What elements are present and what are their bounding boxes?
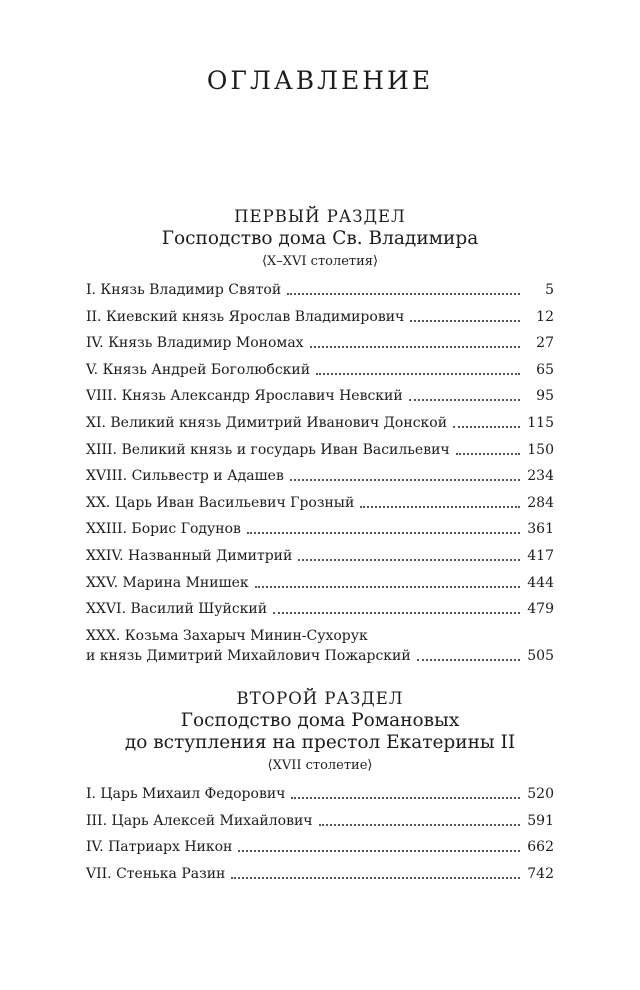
toc-entry-page: 417 — [527, 547, 554, 564]
toc-entry-title-line: XXX. Козьма Захарыч Минин-Сухорук — [86, 627, 368, 644]
toc-entry[interactable] — [86, 466, 554, 486]
toc-entry-title: V. Князь Андрей Боголюбский — [86, 361, 311, 378]
toc-entry-page: 65 — [536, 361, 554, 378]
toc-entry[interactable] — [86, 864, 554, 884]
toc-entry[interactable] — [86, 413, 554, 433]
section-subtitle: ⟨X–XVI столетия⟩ — [261, 254, 379, 269]
toc-entry-title: I. Царь Михаил Федорович — [86, 786, 286, 802]
toc-entry-page: 5 — [545, 282, 554, 298]
toc-entry-multiline[interactable] — [86, 626, 554, 666]
dot-leader — [360, 505, 520, 508]
toc-entry-title-line: и князь Димитрий Михайлович Пожарский — [86, 647, 411, 664]
dot-leader — [255, 585, 520, 588]
toc-entry[interactable] — [86, 573, 554, 593]
toc-entry-page: 520 — [527, 786, 554, 802]
section-label: ПЕРВЫЙ РАЗДЕЛ — [234, 207, 406, 226]
toc-entry-title: I. Князь Владимир Святой — [86, 282, 282, 298]
dot-leader — [298, 558, 520, 561]
toc-entry-page: 284 — [527, 494, 554, 511]
toc-entry-page: 479 — [527, 601, 554, 618]
toc-entry-title: III. Царь Алексей Михайлович — [86, 812, 313, 829]
toc-entry-title: IV. Патриарх Никон — [86, 839, 233, 856]
toc-entry-page: 115 — [527, 414, 554, 431]
toc-entry-title: VII. Стенька Разин — [86, 865, 226, 882]
toc-entry[interactable] — [86, 599, 554, 619]
toc-entry[interactable] — [86, 333, 554, 353]
toc-entry-page: 361 — [527, 521, 554, 538]
toc-entry-page: 27 — [536, 335, 554, 352]
toc-entry-page: 234 — [527, 468, 554, 485]
toc-entry-title: XIII. Великий князь и государь Иван Васильевич — [86, 441, 450, 458]
toc-entry-title: IV. Князь Владимир Мономах — [86, 335, 304, 352]
toc-entry[interactable] — [86, 360, 554, 380]
toc-entry-title: VIII. Князь Александр Ярославич Невский — [86, 388, 403, 405]
toc-list — [86, 280, 554, 666]
toc-entry[interactable] — [86, 386, 554, 406]
toc-entry-title: XVIII. Сильвестр и Адашев — [86, 468, 284, 485]
toc-entry-title: II. Киевский князь Ярослав Владимирович — [86, 308, 405, 325]
toc-entry-page: 662 — [527, 839, 554, 856]
toc-entry-page: 150 — [527, 441, 554, 458]
dot-leader — [409, 398, 520, 401]
toc-entry-title: XX. Царь Иван Васильевич Грозный — [86, 494, 355, 511]
toc-list — [86, 784, 554, 884]
toc-entry[interactable] — [86, 307, 554, 327]
toc-entry-page: 591 — [527, 812, 554, 829]
toc-entry-title: XXIII. Борис Годунов — [86, 521, 241, 538]
dot-leader — [410, 319, 520, 322]
section-label: ВТОРОЙ РАЗДЕЛ — [236, 689, 404, 708]
dot-leader — [273, 611, 520, 614]
section-title: Господство дома Романовых — [180, 710, 460, 731]
dot-leader — [287, 292, 520, 295]
toc-entry[interactable] — [86, 811, 554, 831]
section-heading — [86, 688, 554, 776]
page-title: ОГЛАВЛЕНИЕ — [206, 66, 434, 95]
dot-leader — [247, 531, 520, 534]
dot-leader — [290, 478, 520, 481]
section-title: до вступления на престол Екатерины II — [124, 732, 516, 753]
dot-leader — [319, 823, 520, 826]
toc-entry-title — [86, 626, 417, 666]
toc-entry-title: XXV. Марина Мнишек — [86, 574, 249, 591]
toc-entry[interactable] — [86, 280, 554, 300]
section-subtitle: ⟨XVII столетие⟩ — [267, 758, 373, 773]
toc-entry-page: 505 — [527, 647, 554, 664]
dot-leader — [453, 425, 520, 428]
toc-entry[interactable] — [86, 837, 554, 857]
toc-entry[interactable] — [86, 519, 554, 539]
toc-entry[interactable] — [86, 784, 554, 804]
section-second — [86, 688, 554, 890]
toc-entry-page: 95 — [536, 388, 554, 405]
dot-leader — [417, 658, 520, 661]
dot-leader — [238, 849, 520, 852]
dot-leader — [316, 372, 520, 375]
toc-entry-title: XI. Великий князь Димитрий Иванович Донской — [86, 414, 448, 431]
toc-entry[interactable] — [86, 493, 554, 513]
toc-entry-page: 742 — [527, 865, 554, 882]
toc-entry[interactable] — [86, 440, 554, 460]
toc-entry-title: XXIV. Названный Димитрий — [86, 547, 293, 564]
section-title: Господство дома Св. Владимира — [161, 228, 479, 249]
toc-entry[interactable] — [86, 546, 554, 566]
section-first — [86, 206, 554, 672]
dot-leader — [231, 876, 520, 879]
dot-leader — [456, 452, 520, 455]
section-heading — [86, 206, 554, 272]
toc-entry-title: XXVI. Василий Шуйский — [86, 601, 268, 618]
toc-entry-page: 444 — [527, 574, 554, 591]
dot-leader — [291, 796, 520, 799]
toc-entry-page: 12 — [536, 308, 554, 325]
dot-leader — [310, 345, 520, 348]
